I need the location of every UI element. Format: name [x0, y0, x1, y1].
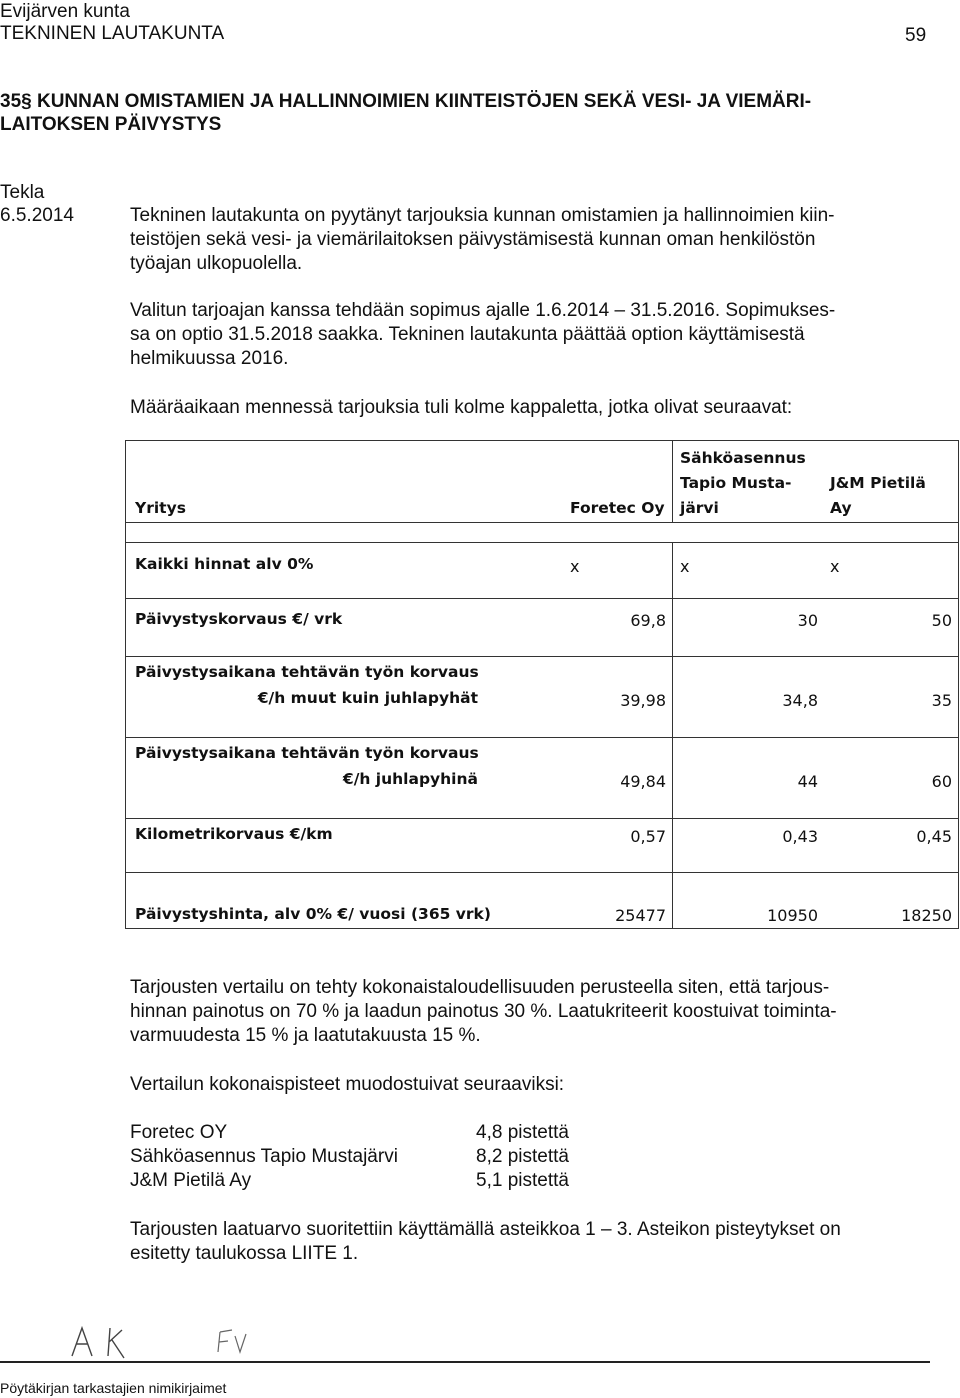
table-row-work-fee-foretec: 39,98	[620, 691, 666, 710]
paragraph-4-line-2: hinnan painotus on 70 % ja laadun painotus 30 %. Laatukriteerit koostuivat toiminta-	[130, 1001, 837, 1022]
score-name-sahkoasennus: Sähköasennus Tapio Mustajärvi	[130, 1146, 398, 1167]
table-row-km-fee-label: Kilometrikorvaus €/km	[135, 825, 333, 843]
table-row-km-fee-sahkoasennus: 0,43	[782, 827, 818, 846]
score-name-foretec: Foretec OY	[130, 1122, 228, 1143]
table-row-work-fee-label-line-1: Päivystysaikana tehtävän työn korvaus	[135, 663, 479, 681]
footer-label: Pöytäkirjan tarkastajien nimikirjaimet	[0, 1380, 227, 1396]
table-row-km-fee-jm: 0,45	[916, 827, 952, 846]
paragraph-2-line-2: sa on optio 31.5.2018 saakka. Tekninen lautakunta päättää option käyttämisestä	[130, 324, 805, 345]
table-row-daily-fee-sahkoasennus: 30	[797, 611, 818, 630]
page-number: 59	[905, 25, 927, 46]
table-row-work-fee-sahkoasennus: 34,8	[782, 691, 818, 710]
table-row-holiday-fee-foretec: 49,84	[620, 772, 666, 791]
table-row-holiday-fee-sahkoasennus: 44	[797, 772, 818, 791]
author-label: Tekla	[0, 182, 45, 203]
table-row-work-fee-jm: 35	[931, 691, 952, 710]
paragraph-6-line-2: esitetty taulukossa LIITE 1.	[130, 1243, 359, 1264]
paragraph-5: Vertailun kokonaispisteet muodostuivat seuraaviksi:	[130, 1074, 565, 1095]
table-header-company: Yritys	[135, 499, 186, 517]
table-header-foretec: Foretec Oy	[570, 499, 665, 517]
score-value-sahkoasennus: 8,2 pistettä	[476, 1146, 569, 1167]
table-header-sahkoasennus-line-1: Sähköasennus	[680, 449, 806, 467]
section-title-line-1: 35§ KUNNAN OMISTAMIEN JA HALLINNOIMIEN KIINTEISTÖJEN SEKÄ VESI- JA VIEMÄRI-	[0, 91, 812, 112]
table-row-holiday-fee-label-line-1: Päivystysaikana tehtävän työn korvaus	[135, 744, 479, 762]
table-row-km-fee-foretec: 0,57	[630, 827, 666, 846]
paragraph-1-line-3: työajan ulkopuolella.	[130, 253, 303, 274]
table-row-holiday-fee-label-line-2: €/h juhlapyhinä	[342, 770, 478, 788]
table-row-annual-price-sahkoasennus: 10950	[767, 906, 818, 925]
table-row-daily-fee-jm: 50	[931, 611, 952, 630]
score-value-foretec: 4,8 pistettä	[476, 1122, 569, 1143]
table-row-work-fee-label-line-2: €/h muut kuin juhlapyhät	[257, 689, 478, 707]
paragraph-1-line-1: Tekninen lautakunta on pyytänyt tarjouksia kunnan omistamien ja hallinnoimien kiin-	[130, 205, 835, 226]
table-row-annual-price-label: Päivystyshinta, alv 0% €/ vuosi (365 vrk)	[135, 905, 491, 923]
table-row-annual-price-foretec: 25477	[615, 906, 666, 925]
table-row-daily-fee-foretec: 69,8	[630, 611, 666, 630]
paragraph-2-line-1: Valitun tarjoajan kanssa tehdään sopimus ajalle 1.6.2014 – 31.5.2016. Sopimukses-	[130, 300, 836, 321]
paragraph-3: Määräaikaan mennessä tarjouksia tuli kolme kappaletta, jotka olivat seuraavat:	[130, 397, 793, 418]
paragraph-4-line-1: Tarjousten vertailu on tehty kokonaistaloudellisuuden perusteella siten, että tarjous-	[130, 977, 830, 998]
table-vat-sahkoasennus: x	[680, 557, 690, 576]
table-header-sahkoasennus-line-2: Tapio Musta-	[680, 474, 792, 492]
reviewer-initials-signature	[70, 1322, 270, 1362]
organization-name: Evijärven kunta	[0, 1, 130, 22]
section-title-line-2: LAITOKSEN PÄIVYSTYS	[0, 114, 222, 135]
table-header-sahkoasennus-line-3: järvi	[680, 499, 719, 517]
table-vat-label: Kaikki hinnat alv 0%	[135, 555, 314, 573]
score-name-jm: J&M Pietilä Ay	[130, 1170, 252, 1191]
table-vat-jm: x	[830, 557, 840, 576]
score-value-jm: 5,1 pistettä	[476, 1170, 569, 1191]
table-header-jm-line-2: Ay	[830, 499, 852, 517]
date-label: 6.5.2014	[0, 205, 74, 226]
committee-name: TEKNINEN LAUTAKUNTA	[0, 23, 225, 44]
paragraph-4-line-3: varmuudesta 15 % ja laatutakuusta 15 %.	[130, 1025, 481, 1046]
table-row-annual-price-jm: 18250	[901, 906, 952, 925]
paragraph-2-line-3: helmikuussa 2016.	[130, 348, 289, 369]
paragraph-1-line-2: teistöjen sekä vesi- ja viemärilaitoksen päivystämisestä kunnan oman henkilöstön	[130, 229, 816, 250]
table-row-daily-fee-label: Päivystyskorvaus €/ vrk	[135, 610, 343, 628]
table-header-jm-line-1: J&M Pietilä	[830, 474, 926, 492]
table-vat-foretec: x	[570, 557, 580, 576]
table-row-holiday-fee-jm: 60	[931, 772, 952, 791]
paragraph-6-line-1: Tarjousten laatuarvo suoritettiin käyttämällä asteikkoa 1 – 3. Asteikon pisteytykset on	[130, 1219, 841, 1240]
